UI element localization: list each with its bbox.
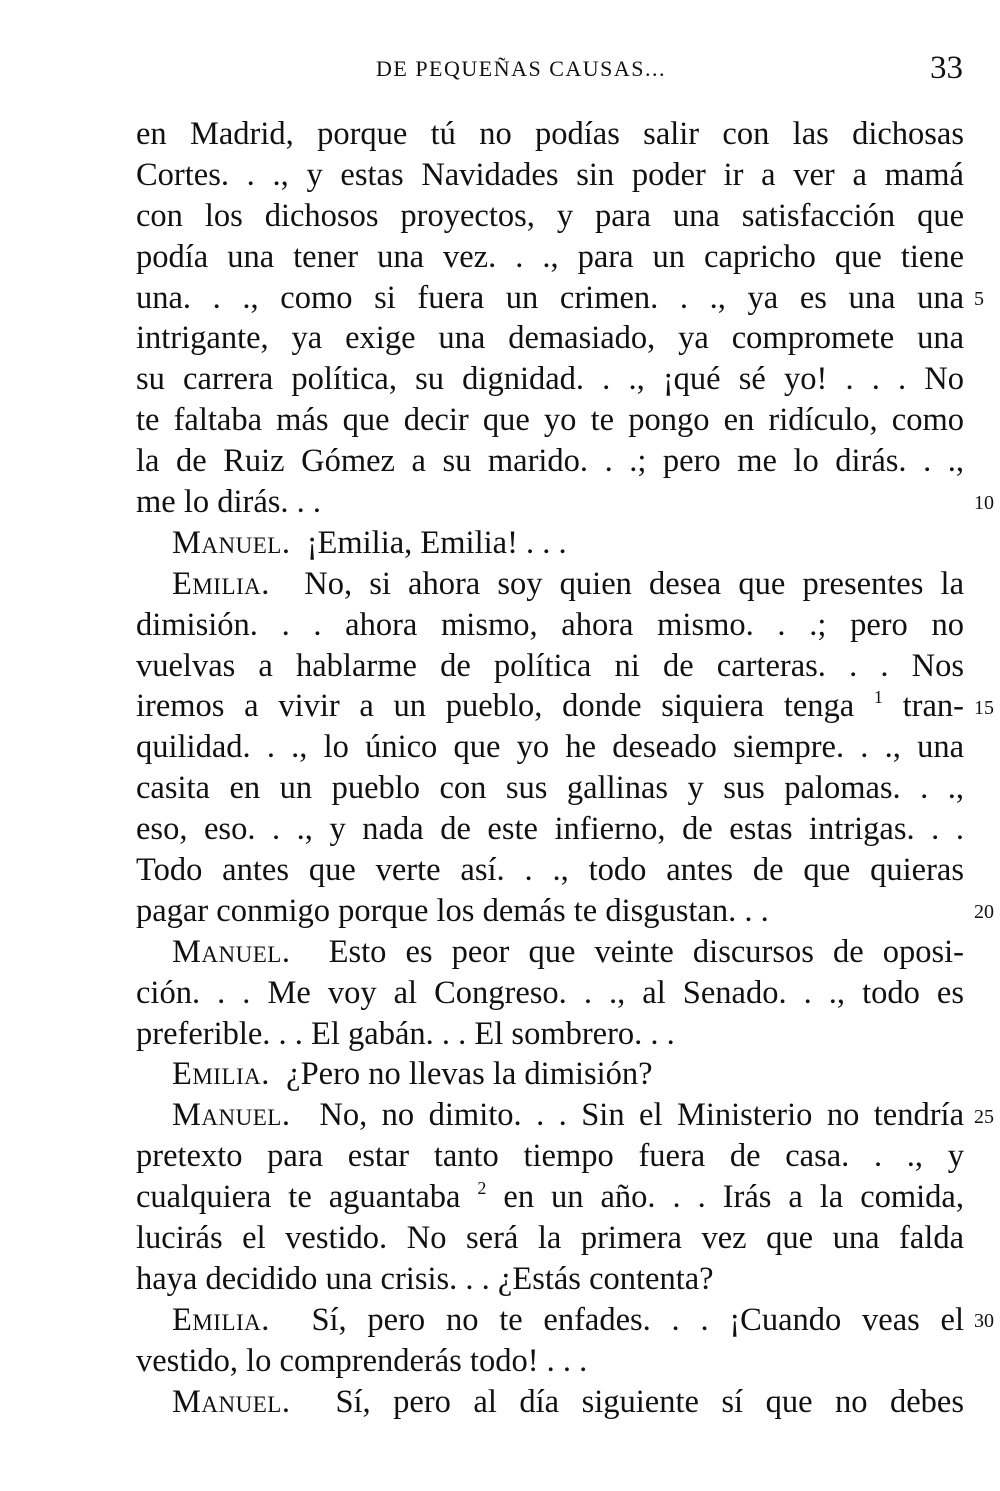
line-text: No, si ahora soy quien desea que presentes la [304,565,964,602]
line-text: haya decidido una crisis. . . ¿Estás contenta? [136,1260,714,1297]
text-line [136,196,964,237]
text-line [136,686,964,727]
text-line [136,1095,964,1136]
text-line [136,646,964,687]
line-text: Sí, pero no te enfades. . . ¡Cuando veas el [311,1301,964,1338]
text-line [136,1259,964,1300]
text-line [136,850,964,891]
line-text: Sí, pero al día siguiente sí que no debes [335,1383,965,1420]
footnote-marker: 1 [873,687,883,708]
line-text: intrigante, ya exige una demasiado, ya compromete una [136,320,964,357]
footnote-marker: 2 [477,1178,487,1199]
line-text: quilidad. . ., lo único que yo he deseado siempre. . ., una [136,729,964,766]
line-text: podía una tener una vez. . ., para un capricho que tiene [136,238,964,275]
text-line [136,523,964,564]
text-line [136,564,964,605]
line-text: vuelvas a hablarme de política ni de carteras. . . Nos [136,647,964,684]
line-text: te faltaba más que decir que yo te pongo en ridículo, como [136,402,964,439]
line-text: ¿Pero no llevas la dimisión? [286,1056,653,1093]
line-text: vestido, lo comprenderás todo! . . . [136,1342,588,1379]
text-line [136,891,964,932]
text-line [136,278,964,319]
line-text: Esto es peor que veinte discursos de oposi- [328,933,964,970]
text-line [136,400,964,441]
text-line [136,155,964,196]
line-text: en Madrid, porque tú no podías salir con las dichosas [136,116,964,152]
margin-line-number: 15 [974,696,994,719]
speaker-name: Emilia. [172,1056,270,1093]
page-number: 33 [930,50,963,86]
speaker-name: Emilia. [172,565,270,602]
margin-line-number: 5 [974,287,984,310]
line-text: pretexto para estar tanto tiempo fuera de casa. . ., y [136,1138,964,1175]
line-text: No, no dimito. . . Sin el Ministerio no tendría [319,1097,965,1134]
line-text: eso, eso. . ., y nada de este infierno, de estas intrigas. . . [136,811,964,848]
speaker-name: Manuel. [172,1383,291,1420]
text-line [136,1300,964,1341]
body-text [136,114,964,1423]
text-line [136,727,964,768]
text-line [136,809,964,850]
margin-line-number: 10 [974,492,994,515]
text-line [136,1218,964,1259]
margin-line-number: 20 [974,901,994,924]
line-text: la de Ruiz Gómez a su marido. . .; pero me lo dirás. . ., [136,443,964,480]
margin-line-number: 30 [974,1310,994,1333]
line-text: casita en un pueblo con sus gallinas y sus palomas. . ., [136,770,964,807]
line-text: pagar conmigo porque los demás te disgustan. . . [136,892,769,929]
line-text: una. . ., como si fuera un crimen. . ., ya es una una [136,279,964,316]
text-line [136,1014,964,1055]
line-text: ción. . . Me voy al Congreso. . ., al Senado. . ., todo es [136,974,964,1011]
text-line [136,605,964,646]
text-line [136,1382,964,1423]
line-text: cualquiera te aguantaba [136,1179,461,1216]
text-line [136,973,964,1014]
line-text-after: en un año. . . Irás a la comida, [503,1179,964,1216]
text-line [136,318,964,359]
running-title: DE PEQUEÑAS CAUSAS... [376,56,667,81]
text-line [136,359,964,400]
line-text: con los dichosos proyectos, y para una satisfacción que [136,197,964,234]
text-line [136,114,964,155]
text-line [136,932,964,973]
text-line [136,1177,964,1218]
line-text: iremos a vivir a un pueblo, donde siquiera tenga [136,688,855,725]
line-text: me lo dirás. . . [136,484,322,521]
line-text-after: tran- [902,688,964,725]
text-line [136,1341,964,1382]
line-text: su carrera política, su dignidad. . ., ¡qué sé yo! . . . No [136,361,964,398]
text-line [136,482,964,523]
line-text: lucirás el vestido. No será la primera vez que una falda [136,1220,964,1257]
text-line [136,1136,964,1177]
margin-line-number: 25 [974,1105,994,1128]
text-line [136,237,964,278]
text-line [136,768,964,809]
speaker-name: Manuel. [172,933,291,970]
line-text: dimisión. . . ahora mismo, ahora mismo. . .; pero no [136,606,964,643]
line-text: Todo antes que verte así. . ., todo antes de que quieras [136,852,964,889]
line-text: Cortes. . ., y estas Navidades sin poder ir a ver a mamá [136,156,964,193]
speaker-name: Emilia. [172,1301,270,1338]
line-text: ¡Emilia, Emilia! . . . [306,524,567,561]
line-text: preferible. . . El gabán. . . El sombrero. . . [136,1015,675,1052]
text-line [136,1054,964,1095]
speaker-name: Manuel. [172,524,291,561]
page-header [0,52,1000,88]
speaker-name: Manuel. [172,1097,291,1134]
text-line [136,441,964,482]
